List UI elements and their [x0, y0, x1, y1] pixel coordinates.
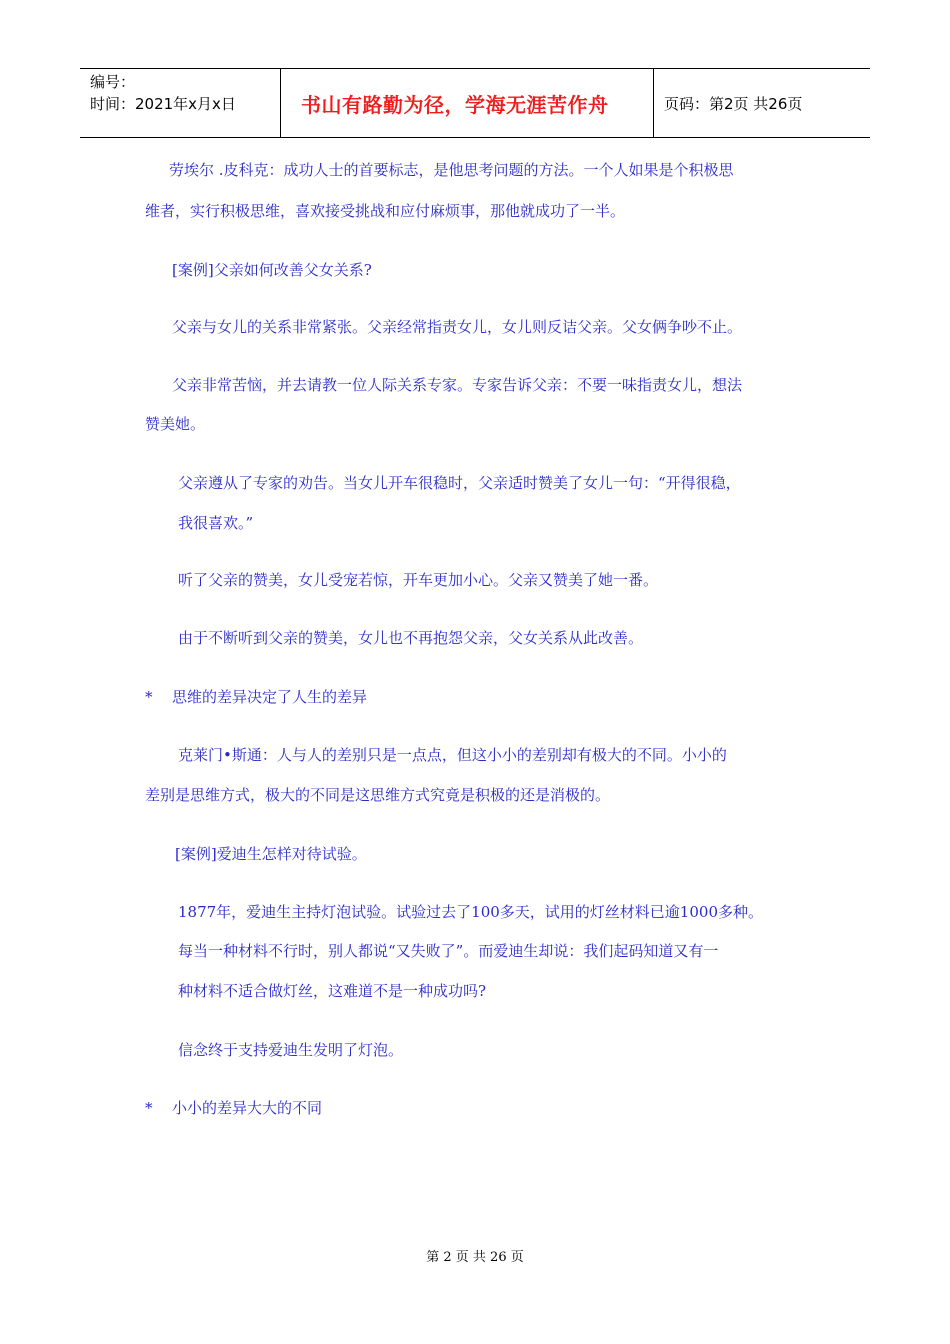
paragraph-6: 由于不断听到父亲的赞美，女儿也不再抱怨父亲，父女关系从此改善。 — [178, 629, 644, 647]
header-page-info: 页码：第2页 共26页 — [664, 94, 803, 113]
bullet-2-mark: * — [145, 1099, 153, 1117]
paragraph-7-line-2: 差别是思维方式，极大的不同是这思维方式究竟是积极的还是消极的。 — [145, 786, 611, 804]
paragraph-5: 听了父亲的赞美，女儿受宠若惊，开车更加小心。父亲又赞美了她一番。 — [178, 571, 659, 589]
page-footer: 第 2 页 共 26 页 — [426, 1250, 524, 1265]
paragraph-3-line-2: 赞美她。 — [145, 415, 206, 433]
paragraph-2: 父亲与女儿的关系非常紧张。父亲经常指责女儿，女儿则反诘父亲。父女俩争吵不止。 — [172, 318, 743, 336]
paragraph-1-line-2: 维者，实行积极思维，喜欢接受挑战和应付麻烦事，那他就成功了一半。 — [145, 202, 626, 220]
header-meta — [80, 69, 281, 137]
paragraph-4-line-1: 父亲遵从了专家的劝告。当女儿开车很稳时，父亲适时赞美了女儿一句：“开得很稳， — [178, 474, 741, 492]
paragraph-1-line-1: 劳埃尔 .皮科克：成功人士的首要标志，是他思考问题的方法。一个人如果是个积极思 — [169, 161, 734, 179]
bullet-1-mark: * — [145, 688, 153, 706]
header-motto: 书山有路勤为径，学海无涯苦作舟 — [281, 69, 654, 137]
case-2-title: [案例]爱迪生怎样对待试验。 — [175, 845, 367, 863]
paragraph-8-line-3: 种材料不适合做灯丝，这难道不是一种成功吗? — [178, 982, 487, 1000]
paragraph-8-line-2: 每当一种材料不行时，别人都说“又失败了”。而爱迪生却说：我们起码知道又有一 — [178, 942, 719, 960]
case-1-title: [案例]父亲如何改善父女关系? — [172, 261, 372, 279]
bullet-1-text: 思维的差异决定了人生的差异 — [172, 688, 368, 706]
time-label: 时间：2021年x月x日 — [90, 95, 236, 113]
number-label: 编号： — [90, 73, 136, 91]
paragraph-7-line-1: 克莱门•斯通：人与人的差别只是一点点，但这小小的差别却有极大的不同。小小的 — [178, 746, 727, 764]
header-table — [80, 68, 870, 138]
paragraph-4-line-2: 我很喜欢。” — [178, 514, 254, 532]
paragraph-8-line-1: 1877年，爱迪生主持灯泡试验。试验过去了100多天，试用的灯丝材料已逾1000多种。 — [178, 903, 763, 921]
bullet-2-text: 小小的差异大大的不同 — [172, 1099, 323, 1117]
paragraph-9: 信念终于支持爱迪生发明了灯泡。 — [178, 1041, 404, 1059]
paragraph-3-line-1: 父亲非常苦恼，并去请教一位人际关系专家。专家告诉父亲：不要一味指责女儿，想法 — [172, 376, 743, 394]
